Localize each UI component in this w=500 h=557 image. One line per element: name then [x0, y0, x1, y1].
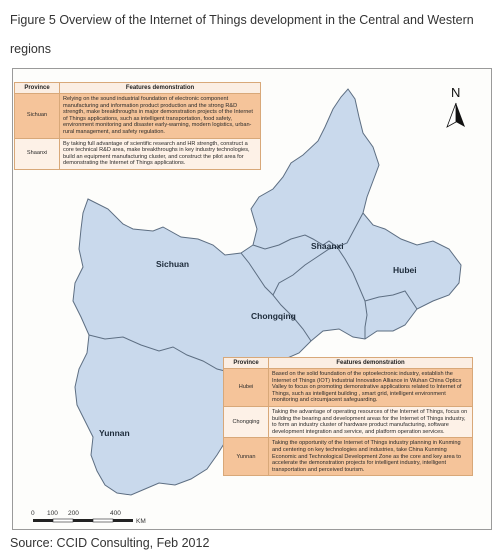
scale-tick-200: 200	[68, 510, 79, 517]
row-province: Sichuan	[15, 94, 60, 139]
scale-unit: KM	[136, 518, 146, 525]
north-label: N	[451, 85, 461, 100]
table-row-sichuan	[15, 94, 261, 139]
row-province: Chongqing	[224, 406, 269, 437]
features-table-bottom	[223, 357, 473, 476]
table-row-hubei	[224, 369, 473, 407]
table-header-row	[224, 358, 473, 369]
province-label-shaanxi: Shaanxi	[311, 241, 344, 251]
column-header-province: Province	[224, 358, 269, 369]
province-label-hubei: Hubei	[393, 265, 417, 275]
province-label-yunnan: Yunnan	[99, 428, 130, 438]
column-header-features: Features demonstration	[269, 358, 473, 369]
province-label-sichuan: Sichuan	[156, 259, 190, 269]
column-header-province: Province	[15, 83, 60, 94]
table-header-row	[15, 83, 261, 94]
row-features: Taking the opportunity of the Internet of Things industry planning in Kunming and centering on key technologies and industries, take China Kunming Economic and Technological Development Zone as the core and key area to accelerate the demonstration projects for intelligent industry, intelligent transportation and perceived tourism.	[269, 438, 473, 476]
row-features: Based on the solid foundation of the optoelectronic industry, establish the Internet of Things (IOT) Industrial Innovation Alliance in Wuhan China Optics Valley to focus on promoting demonstrative applications related to Internet of Things, such as intelligent building , smart grid, intelligent environment monitoring and circumjacent safeguarding.	[269, 369, 473, 407]
table-row-yunnan	[224, 438, 473, 476]
province-label-chongqing: Chongqing	[251, 311, 296, 321]
row-province: Yunnan	[224, 438, 269, 476]
table-row-chongqing	[224, 406, 473, 437]
features-table-top	[14, 82, 261, 170]
row-province: Shaanxi	[15, 138, 60, 169]
row-features: By taking full advantage of scientific research and HR strength, construct a core technical R&D area, make breakthroughs in key industry technologies, build an equipment manufacturing cluster, and construct the pilot area for demonstrating the Internet of Things applications.	[60, 138, 261, 169]
row-province: Hubei	[224, 369, 269, 407]
scale-tick-0: 0	[31, 510, 35, 517]
scale-tick-100: 100	[47, 510, 58, 517]
north-arrow-icon	[447, 103, 465, 127]
scale-bar	[33, 519, 133, 522]
source-note: Source: CCID Consulting, Feb 2012	[10, 536, 210, 550]
row-features: Relying on the sound industrial foundation of electronic component manufacturing and information product production and the strong R&D strength, make breakthroughs in major demonstration projects of the Internet of Things applications, such as intelligent transportation, food safety, environment monitoring and disaster early-warning, modern logistics, urban-rural management, and safety regulation.	[60, 94, 261, 139]
row-features: Taking the advantage of operating resources of the Internet of Things, focus on building the bearing and development areas for the Internet of Things industry, to form an industry cluster of hardware product manufacturing, software development integration and service, and platform operation services.	[269, 406, 473, 437]
figure-caption: Figure 5 Overview of the Internet of Things development in the Central and Western regions	[10, 13, 474, 56]
column-header-features: Features demonstration	[60, 83, 261, 94]
table-row-shaanxi	[15, 138, 261, 169]
scale-tick-400: 400	[110, 510, 121, 517]
